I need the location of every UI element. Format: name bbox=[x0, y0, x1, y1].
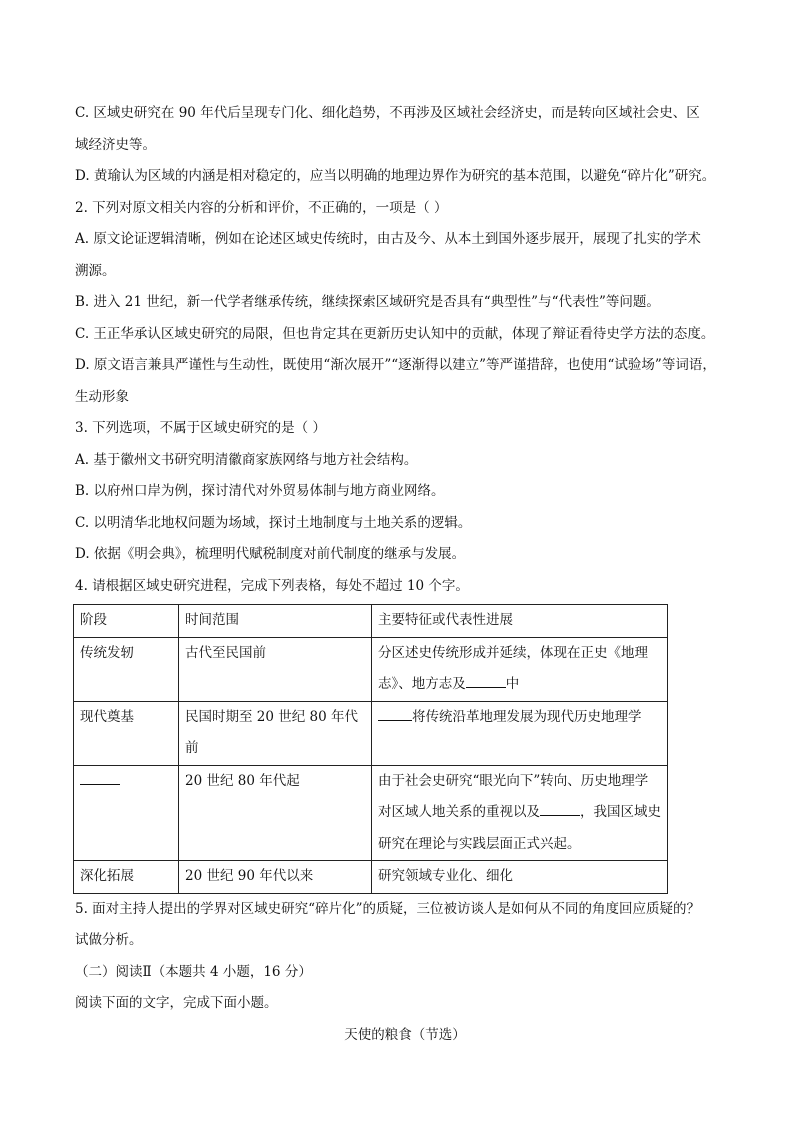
cell-time: 20 世纪 80 年代起 bbox=[179, 765, 372, 861]
table-row bbox=[74, 765, 668, 861]
q2-option-d-line-2: 生动形象 bbox=[75, 388, 129, 405]
cell-feature bbox=[372, 637, 668, 701]
cell-stage: 深化拓展 bbox=[74, 861, 179, 894]
document-page bbox=[75, 98, 735, 1051]
option-d: D. 黄瑜认为区域的内涵是相对稳定的，应当以明确的地理边界作为研究的基本范围，以避免“碎片化”研究。 bbox=[75, 168, 716, 184]
answer-blank[interactable] bbox=[466, 671, 506, 688]
cell-feature-text: 志》、地方志及 bbox=[378, 676, 466, 692]
q3-option-c: C. 以明清华北地权问题为场域，探讨土地制度与土地关系的逻辑。 bbox=[75, 514, 472, 531]
option-c-line-1: C. 区域史研究在 90 年代后呈现专门化、细化趋势，不再涉及区域社会经济史，而是转向区域社会史、区 bbox=[75, 105, 700, 121]
q3-option-d: D. 依据《明会典》，梳理明代赋税制度对前代制度的继承与发展。 bbox=[75, 546, 466, 562]
q2-option-b: B. 进入 21 世纪，新一代学者继承传统，继续探索区域研究是否具有“典型性”与“代表性”等问题。 bbox=[75, 294, 660, 310]
cell-feature-text: 对区域人地关系的重视以及 bbox=[378, 804, 540, 820]
cell-feature-line bbox=[378, 669, 661, 701]
section-heading: （二）阅读Ⅱ（本题共 4 小题，16 分） bbox=[75, 963, 312, 980]
table-header-row bbox=[74, 605, 668, 638]
header-stage: 阶段 bbox=[74, 605, 179, 638]
cell-time: 20 世纪 90 年代以来 bbox=[179, 861, 372, 894]
table-row bbox=[74, 701, 668, 765]
cell-feature: 研究领域专业化、细化 bbox=[372, 861, 668, 894]
table-row bbox=[74, 637, 668, 701]
question-4: 4. 请根据区域史研究进程，完成下列表格，每处不超过 10 个字。 bbox=[75, 577, 469, 594]
reading-instruction: 阅读下面的文字，完成下面小题。 bbox=[75, 995, 278, 1011]
question-5-line-2: 试做分析。 bbox=[75, 932, 143, 948]
q2-option-d-line-1: D. 原文语言兼具严谨性与生动性，既使用“渐次展开”“逐渐得以建立”等严谨措辞，也使用“试验场”等词语， bbox=[75, 357, 716, 373]
cell-feature-line: 分区述史传统形成并延续，体现在正史《地理 bbox=[378, 644, 648, 661]
answer-blank[interactable] bbox=[540, 799, 580, 816]
q2-option-a-line-2: 溯源。 bbox=[75, 262, 116, 279]
question-3: 3. 下列选项，不属于区域史研究的是（ ） bbox=[75, 420, 326, 436]
table-row bbox=[74, 861, 668, 894]
option-c-line-2: 域经济史等。 bbox=[75, 136, 156, 153]
cell-feature bbox=[372, 701, 668, 765]
cell-stage bbox=[74, 765, 179, 861]
cell-time: 古代至民国前 bbox=[179, 637, 372, 701]
cell-stage: 传统发轫 bbox=[74, 637, 179, 701]
cell-feature bbox=[372, 765, 668, 861]
q2-option-a-line-1: A. 原文论证逻辑清晰，例如在论述区域史传统时，由古及今、从本土到国外逐步展开，展现了扎实的学术 bbox=[75, 231, 701, 247]
q3-option-b: B. 以府州口岸为例，探讨清代对外贸易体制与地方商业网络。 bbox=[75, 483, 445, 499]
cell-feature-text: ，我国区域史 bbox=[580, 804, 661, 820]
q2-option-c: C. 王正华承认区域史研究的局限，但也肯定其在更新历史认知中的贡献，体现了辩证看待史学方法的态度。 bbox=[75, 325, 715, 342]
passage-title: 天使的粮食（节选） bbox=[344, 1026, 466, 1043]
answer-blank[interactable] bbox=[378, 704, 412, 721]
question-5-line-1: 5. 面对主持人提出的学界对区域史研究“碎片化”的质疑，三位被访谈人是如何从不同的角度回应质疑的？ bbox=[75, 900, 700, 917]
cell-feature-line: 研究在理论与实践层面正式兴起。 bbox=[378, 835, 581, 852]
question-2: 2. 下列对原文相关内容的分析和评价，不正确的，一项是（ ） bbox=[75, 199, 448, 216]
cell-feature-text: 将传统沿革地理发展为现代历史地理学 bbox=[412, 708, 642, 725]
cell-stage: 现代奠基 bbox=[74, 701, 179, 765]
q3-option-a: A. 基于徽州文书研究明清徽商家族网络与地方社会结构。 bbox=[75, 451, 418, 468]
answer-blank[interactable] bbox=[80, 768, 120, 785]
research-stages-table bbox=[73, 604, 668, 894]
cell-feature-line: 由于社会史研究“眼光向下”转向、历史地理学 bbox=[378, 772, 649, 789]
header-time-range: 时间范围 bbox=[179, 605, 372, 638]
cell-feature-line bbox=[378, 797, 661, 829]
cell-feature-text: 中 bbox=[505, 676, 520, 692]
cell-time: 民国时期至 20 世纪 80 年代前 bbox=[179, 701, 372, 765]
header-feature: 主要特征或代表性进展 bbox=[372, 605, 668, 638]
